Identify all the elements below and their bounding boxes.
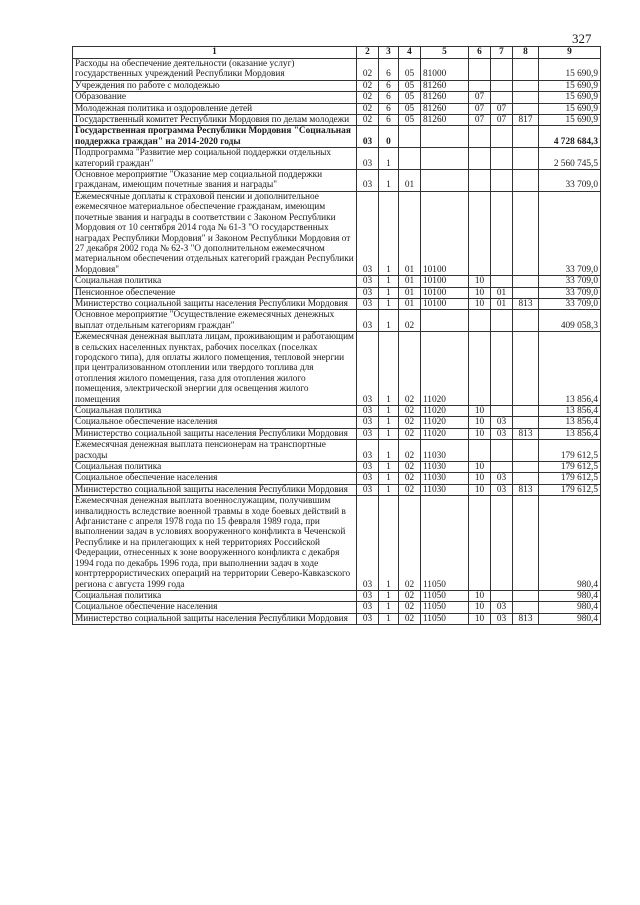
- subsection-code-cell: 03: [491, 484, 513, 495]
- activity-code-cell: [399, 126, 421, 148]
- amount-cell: 980,4: [539, 496, 601, 591]
- subsection-code-cell: 01: [491, 298, 513, 309]
- subsection-code-cell: [491, 148, 513, 170]
- ministry-code-cell: [513, 191, 539, 275]
- amount-cell: 179 612,5: [539, 462, 601, 473]
- table-row: [73, 417, 601, 428]
- amount-cell: 13 856,4: [539, 332, 601, 406]
- amount-cell: 15 690,9: [539, 103, 601, 114]
- ministry-code-cell: [513, 310, 539, 332]
- subprogram-code-cell: 1: [379, 287, 399, 298]
- page-number: 327: [572, 31, 592, 46]
- activity-code-cell: 02: [399, 590, 421, 601]
- subsection-code-cell: 03: [491, 428, 513, 439]
- table-row: [73, 170, 601, 192]
- program-code-cell: 03: [357, 496, 379, 591]
- row-name-cell: Министерство социальной защиты населения Республики Мордовия: [73, 613, 357, 624]
- subprogram-code-cell: 6: [379, 80, 399, 91]
- subsection-code-cell: [491, 126, 513, 148]
- row-name-cell: Государственная программа Республики Мордовия "Социальная поддержка граждан" на 2014-2020 годы: [73, 126, 357, 148]
- section-code-cell: 10: [469, 613, 491, 624]
- ministry-code-cell: [513, 473, 539, 484]
- activity-code-cell: 05: [399, 92, 421, 103]
- table-row: [73, 287, 601, 298]
- table-row: [73, 590, 601, 601]
- activity-code-cell: 02: [399, 440, 421, 462]
- target-code-cell: 81000: [421, 59, 469, 81]
- amount-cell: 179 612,5: [539, 484, 601, 495]
- activity-code-cell: 02: [399, 602, 421, 613]
- table-row: [73, 80, 601, 91]
- section-code-cell: 10: [469, 462, 491, 473]
- row-name-cell: Образование: [73, 92, 357, 103]
- program-code-cell: 03: [357, 590, 379, 601]
- row-name-cell: Министерство социальной защиты населения Республики Мордовия: [73, 428, 357, 439]
- program-code-cell: 03: [357, 428, 379, 439]
- section-code-cell: 10: [469, 473, 491, 484]
- program-code-cell: 03: [357, 417, 379, 428]
- target-code-cell: 81260: [421, 115, 469, 126]
- section-code-cell: [469, 440, 491, 462]
- row-name-cell: Ежемесячная денежная выплата военнослужащим, получившим инвалидность вследствие военной травмы в ходе боевых действий в Афганистане с апреля 1978 года по 15 февраля 1989 года, при выполнении задач в условиях вооруженного конфликта в Чеченской Республике и на прилегающих к ней территориях Российской Федерации, отнесенных к зоне вооруженного конфликта с декабря 1994 года по декабрь 1996 года, при выполнении задач в ходе контртеррористических операций на территории Северо-Кавказского региона с августа 1999 года: [73, 496, 357, 591]
- ministry-code-cell: [513, 59, 539, 81]
- table-row: [73, 298, 601, 309]
- column-header-5: 5: [421, 47, 469, 59]
- row-name-cell: Социальная политика: [73, 462, 357, 473]
- amount-cell: 33 709,0: [539, 298, 601, 309]
- ministry-code-cell: [513, 602, 539, 613]
- row-name-cell: Пенсионное обеспечение: [73, 287, 357, 298]
- program-code-cell: 03: [357, 126, 379, 148]
- table-row: [73, 602, 601, 613]
- subsection-code-cell: [491, 59, 513, 81]
- subsection-code-cell: [491, 310, 513, 332]
- target-code-cell: 11020: [421, 428, 469, 439]
- row-name-cell: Социальное обеспечение населения: [73, 602, 357, 613]
- column-header-2: 2: [357, 47, 379, 59]
- amount-cell: 980,4: [539, 613, 601, 624]
- ministry-code-cell: 813: [513, 428, 539, 439]
- subsection-code-cell: [491, 92, 513, 103]
- subprogram-code-cell: 1: [379, 590, 399, 601]
- subsection-code-cell: [491, 332, 513, 406]
- row-name-cell: Социальное обеспечение населения: [73, 417, 357, 428]
- activity-code-cell: 02: [399, 462, 421, 473]
- row-name-cell: Ежемесячная денежная выплата лицам, проживающим и работающим в сельских населенных пунктах, рабочих поселках (поселках городского типа), для оплаты жилого помещения, тепловой энергии при централизованном отоплении или твердого топлива для отопления жилого помещения, газа для отопления жилого помещения, электрической энергии для освещения жилого помещения: [73, 332, 357, 406]
- subsection-code-cell: 03: [491, 602, 513, 613]
- activity-code-cell: 02: [399, 613, 421, 624]
- table-row: [73, 613, 601, 624]
- ministry-code-cell: 813: [513, 484, 539, 495]
- program-code-cell: 02: [357, 103, 379, 114]
- row-name-cell: Основное мероприятие "Оказание мер социальной поддержки гражданам, имеющим почетные звания и награды": [73, 170, 357, 192]
- amount-cell: 33 709,0: [539, 287, 601, 298]
- activity-code-cell: 01: [399, 191, 421, 275]
- section-code-cell: [469, 496, 491, 591]
- subprogram-code-cell: 1: [379, 440, 399, 462]
- table-row: [73, 103, 601, 114]
- target-code-cell: 10100: [421, 191, 469, 275]
- subprogram-code-cell: 6: [379, 103, 399, 114]
- amount-cell: 980,4: [539, 602, 601, 613]
- table-row: [73, 462, 601, 473]
- target-code-cell: 11050: [421, 590, 469, 601]
- target-code-cell: 11030: [421, 440, 469, 462]
- program-code-cell: 03: [357, 484, 379, 495]
- row-name-cell: Ежемесячная денежная выплата пенсионерам на транспортные расходы: [73, 440, 357, 462]
- column-header-9: 9: [539, 47, 601, 59]
- target-code-cell: 81260: [421, 103, 469, 114]
- target-code-cell: [421, 310, 469, 332]
- program-code-cell: 03: [357, 287, 379, 298]
- target-code-cell: 11020: [421, 417, 469, 428]
- subprogram-code-cell: 0: [379, 126, 399, 148]
- subsection-code-cell: 03: [491, 417, 513, 428]
- target-code-cell: 11030: [421, 462, 469, 473]
- subsection-code-cell: 03: [491, 473, 513, 484]
- subsection-code-cell: 03: [491, 613, 513, 624]
- column-header-7: 7: [491, 47, 513, 59]
- subprogram-code-cell: 1: [379, 170, 399, 192]
- amount-cell: 15 690,9: [539, 80, 601, 91]
- ministry-code-cell: 813: [513, 298, 539, 309]
- section-code-cell: [469, 126, 491, 148]
- amount-cell: 2 560 745,5: [539, 148, 601, 170]
- table-row: [73, 473, 601, 484]
- table-row: [73, 310, 601, 332]
- table-row: [73, 92, 601, 103]
- column-header-1: 1: [73, 47, 357, 59]
- subprogram-code-cell: 1: [379, 462, 399, 473]
- subprogram-code-cell: 1: [379, 148, 399, 170]
- section-code-cell: 10: [469, 602, 491, 613]
- section-code-cell: 10: [469, 484, 491, 495]
- section-code-cell: 10: [469, 417, 491, 428]
- table-row: [73, 148, 601, 170]
- amount-cell: 33 709,0: [539, 170, 601, 192]
- activity-code-cell: 02: [399, 332, 421, 406]
- ministry-code-cell: [513, 496, 539, 591]
- subprogram-code-cell: 1: [379, 428, 399, 439]
- section-code-cell: 10: [469, 287, 491, 298]
- program-code-cell: 03: [357, 148, 379, 170]
- table-row: [73, 496, 601, 591]
- subsection-code-cell: [491, 191, 513, 275]
- section-code-cell: 07: [469, 92, 491, 103]
- subprogram-code-cell: 1: [379, 276, 399, 287]
- activity-code-cell: 02: [399, 473, 421, 484]
- program-code-cell: 02: [357, 92, 379, 103]
- ministry-code-cell: [513, 276, 539, 287]
- row-name-cell: Подпрограмма "Развитие мер социальной поддержки отдельных категорий граждан": [73, 148, 357, 170]
- row-name-cell: Учреждения по работе с молодежью: [73, 80, 357, 91]
- ministry-code-cell: [513, 440, 539, 462]
- subsection-code-cell: 07: [491, 115, 513, 126]
- ministry-code-cell: [513, 170, 539, 192]
- column-header-6: 6: [469, 47, 491, 59]
- target-code-cell: 11030: [421, 484, 469, 495]
- table-row: [73, 440, 601, 462]
- subprogram-code-cell: 1: [379, 298, 399, 309]
- program-code-cell: 02: [357, 80, 379, 91]
- column-header-3: 3: [379, 47, 399, 59]
- target-code-cell: [421, 148, 469, 170]
- amount-cell: 409 058,3: [539, 310, 601, 332]
- subprogram-code-cell: 1: [379, 496, 399, 591]
- section-code-cell: 10: [469, 428, 491, 439]
- table-row: [73, 276, 601, 287]
- activity-code-cell: 02: [399, 484, 421, 495]
- subprogram-code-cell: 1: [379, 310, 399, 332]
- ministry-code-cell: [513, 148, 539, 170]
- row-name-cell: Социальное обеспечение населения: [73, 473, 357, 484]
- subsection-code-cell: 01: [491, 287, 513, 298]
- program-code-cell: 03: [357, 276, 379, 287]
- amount-cell: 15 690,9: [539, 59, 601, 81]
- ministry-code-cell: [513, 462, 539, 473]
- subprogram-code-cell: 1: [379, 406, 399, 417]
- amount-cell: 4 728 684,3: [539, 126, 601, 148]
- program-code-cell: 03: [357, 191, 379, 275]
- activity-code-cell: [399, 148, 421, 170]
- subprogram-code-cell: 1: [379, 473, 399, 484]
- program-code-cell: 03: [357, 170, 379, 192]
- program-code-cell: 03: [357, 310, 379, 332]
- section-code-cell: 10: [469, 298, 491, 309]
- row-name-cell: Государственный комитет Республики Мордовия по делам молодежи: [73, 115, 357, 126]
- subsection-code-cell: [491, 406, 513, 417]
- section-code-cell: [469, 191, 491, 275]
- subsection-code-cell: [491, 590, 513, 601]
- subprogram-code-cell: 1: [379, 613, 399, 624]
- amount-cell: 33 709,0: [539, 276, 601, 287]
- subsection-code-cell: [491, 462, 513, 473]
- ministry-code-cell: [513, 80, 539, 91]
- subprogram-code-cell: 1: [379, 602, 399, 613]
- activity-code-cell: 05: [399, 80, 421, 91]
- row-name-cell: Министерство социальной защиты населения Республики Мордовия: [73, 298, 357, 309]
- target-code-cell: 11050: [421, 613, 469, 624]
- subprogram-code-cell: 6: [379, 59, 399, 81]
- amount-cell: 15 690,9: [539, 115, 601, 126]
- target-code-cell: 81260: [421, 80, 469, 91]
- section-code-cell: 07: [469, 103, 491, 114]
- target-code-cell: 81260: [421, 92, 469, 103]
- subsection-code-cell: 07: [491, 103, 513, 114]
- budget-table: [72, 46, 601, 625]
- table-row: [73, 406, 601, 417]
- activity-code-cell: 02: [399, 496, 421, 591]
- row-name-cell: Министерство социальной защиты населения Республики Мордовия: [73, 484, 357, 495]
- amount-cell: 179 612,5: [539, 440, 601, 462]
- program-code-cell: 03: [357, 406, 379, 417]
- amount-cell: 13 856,4: [539, 428, 601, 439]
- amount-cell: 980,4: [539, 590, 601, 601]
- activity-code-cell: 01: [399, 170, 421, 192]
- amount-cell: 15 690,9: [539, 92, 601, 103]
- target-code-cell: [421, 170, 469, 192]
- subprogram-code-cell: 1: [379, 332, 399, 406]
- column-header-8: 8: [513, 47, 539, 59]
- amount-cell: 179 612,5: [539, 473, 601, 484]
- target-code-cell: 11050: [421, 496, 469, 591]
- target-code-cell: 11030: [421, 473, 469, 484]
- ministry-code-cell: 813: [513, 613, 539, 624]
- section-code-cell: 10: [469, 406, 491, 417]
- subprogram-code-cell: 1: [379, 417, 399, 428]
- target-code-cell: 10100: [421, 298, 469, 309]
- section-code-cell: [469, 80, 491, 91]
- ministry-code-cell: [513, 417, 539, 428]
- section-code-cell: [469, 148, 491, 170]
- table-row: [73, 332, 601, 406]
- program-code-cell: 03: [357, 602, 379, 613]
- table-row: [73, 59, 601, 81]
- subprogram-code-cell: 6: [379, 115, 399, 126]
- table-row: [73, 428, 601, 439]
- activity-code-cell: 02: [399, 406, 421, 417]
- amount-cell: 33 709,0: [539, 191, 601, 275]
- subsection-code-cell: [491, 496, 513, 591]
- activity-code-cell: 02: [399, 428, 421, 439]
- activity-code-cell: 02: [399, 310, 421, 332]
- ministry-code-cell: [513, 332, 539, 406]
- program-code-cell: 03: [357, 298, 379, 309]
- subsection-code-cell: [491, 440, 513, 462]
- ministry-code-cell: [513, 126, 539, 148]
- ministry-code-cell: 817: [513, 115, 539, 126]
- activity-code-cell: 05: [399, 115, 421, 126]
- amount-cell: 13 856,4: [539, 417, 601, 428]
- target-code-cell: 11050: [421, 602, 469, 613]
- program-code-cell: 02: [357, 59, 379, 81]
- table-row: [73, 484, 601, 495]
- row-name-cell: Расходы на обеспечение деятельности (оказание услуг) государственных учреждений Республики Мордовия: [73, 59, 357, 81]
- program-code-cell: 03: [357, 332, 379, 406]
- row-name-cell: Ежемесячные доплаты к страховой пенсии и дополнительное ежемесячное материальное обеспечение гражданам, имеющим почетные звания и награды в соответствии с Законом Республики Мордовия от 10 сентября 2014 года № 61-З "О государственных наградах Республики Мордовия" и Законом Республики Мордовия от 27 декабря 2002 года № 62-З "О дополнительном ежемесячном материальном обеспечении отдельных категорий граждан Республики Мордовия": [73, 191, 357, 275]
- row-name-cell: Социальная политика: [73, 590, 357, 601]
- activity-code-cell: 01: [399, 287, 421, 298]
- row-name-cell: Социальная политика: [73, 276, 357, 287]
- ministry-code-cell: [513, 406, 539, 417]
- column-header-4: 4: [399, 47, 421, 59]
- subsection-code-cell: [491, 276, 513, 287]
- subprogram-code-cell: 6: [379, 92, 399, 103]
- subsection-code-cell: [491, 170, 513, 192]
- activity-code-cell: 01: [399, 276, 421, 287]
- program-code-cell: 03: [357, 462, 379, 473]
- section-code-cell: [469, 332, 491, 406]
- activity-code-cell: 02: [399, 417, 421, 428]
- ministry-code-cell: [513, 287, 539, 298]
- section-code-cell: 07: [469, 115, 491, 126]
- program-code-cell: 02: [357, 115, 379, 126]
- program-code-cell: 03: [357, 613, 379, 624]
- target-code-cell: 10100: [421, 276, 469, 287]
- activity-code-cell: 05: [399, 103, 421, 114]
- table-row: [73, 115, 601, 126]
- table-row: [73, 126, 601, 148]
- subprogram-code-cell: 1: [379, 191, 399, 275]
- ministry-code-cell: [513, 103, 539, 114]
- section-code-cell: 10: [469, 276, 491, 287]
- activity-code-cell: 05: [399, 59, 421, 81]
- ministry-code-cell: [513, 590, 539, 601]
- subsection-code-cell: [491, 80, 513, 91]
- target-code-cell: 11020: [421, 406, 469, 417]
- section-code-cell: 10: [469, 590, 491, 601]
- subprogram-code-cell: 1: [379, 484, 399, 495]
- target-code-cell: 11020: [421, 332, 469, 406]
- program-code-cell: 03: [357, 473, 379, 484]
- section-code-cell: [469, 170, 491, 192]
- row-name-cell: Социальная политика: [73, 406, 357, 417]
- row-name-cell: Молодежная политика и оздоровление детей: [73, 103, 357, 114]
- section-code-cell: [469, 59, 491, 81]
- row-name-cell: Основное мероприятие "Осуществление ежемесячных денежных выплат отдельным категориям граждан": [73, 310, 357, 332]
- program-code-cell: 03: [357, 440, 379, 462]
- amount-cell: 13 856,4: [539, 406, 601, 417]
- table-row: [73, 191, 601, 275]
- section-code-cell: [469, 310, 491, 332]
- target-code-cell: [421, 126, 469, 148]
- target-code-cell: 10100: [421, 287, 469, 298]
- activity-code-cell: 01: [399, 298, 421, 309]
- table-header-row: [73, 47, 601, 59]
- ministry-code-cell: [513, 92, 539, 103]
